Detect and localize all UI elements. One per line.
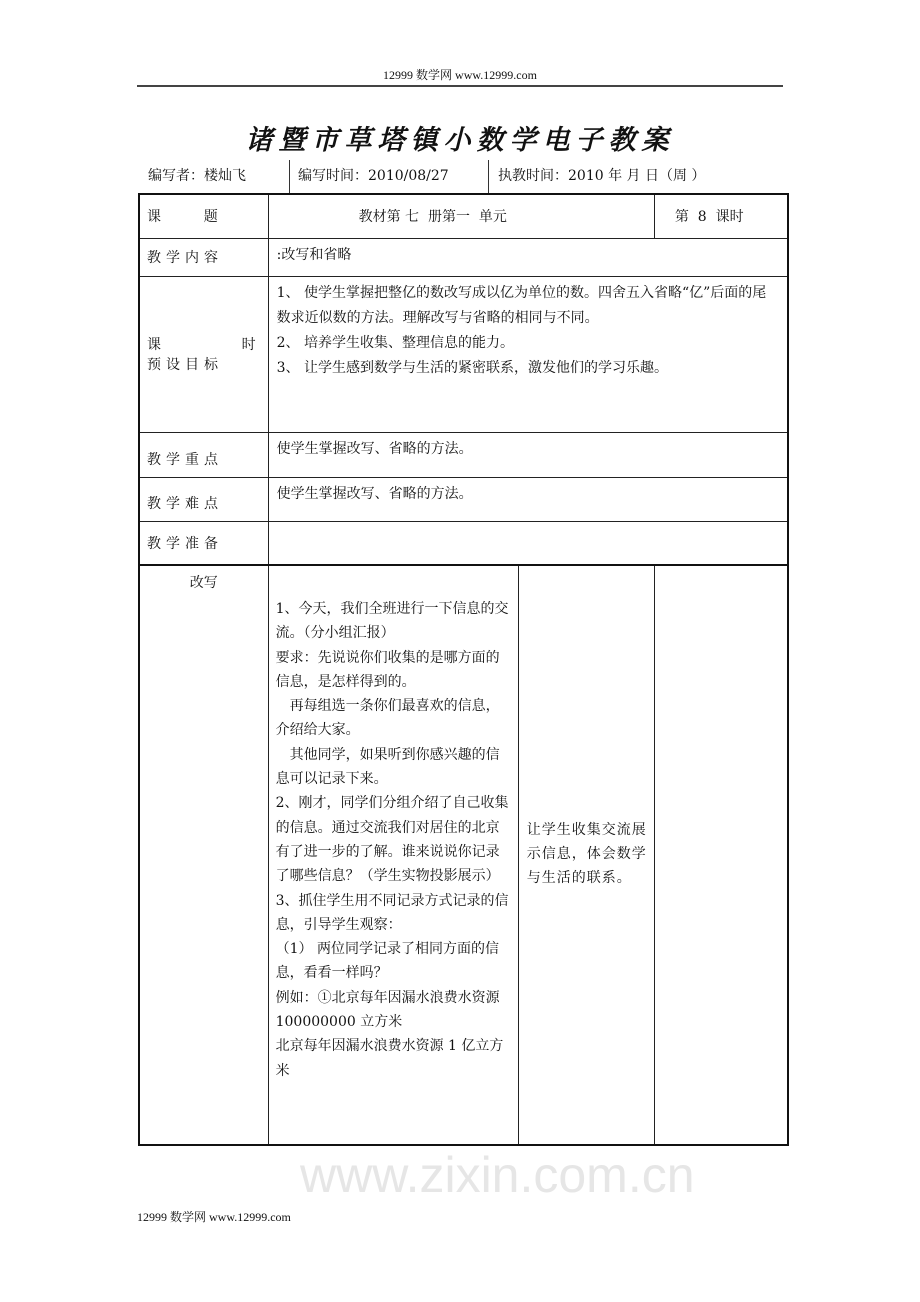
page-footer: 12999 数学网 www.12999.com	[137, 1210, 291, 1224]
design-intent: 让学生收集交流展示信息，体会数学与生活的联系。	[518, 565, 654, 1145]
topic: 教材第 七 册第一 单元	[268, 194, 654, 238]
divider	[289, 160, 290, 193]
goals	[268, 276, 788, 432]
process-line: 3、抓住学生用不同记录方式记录的信息，引导学生观察：	[275, 892, 509, 933]
goal-item: 2、 培养学生收集、整理信息的能力。	[276, 334, 514, 351]
teach-date: 执教时间：2010 年 月 日（周 ）	[498, 168, 706, 184]
prep-label: 教学准备	[139, 521, 268, 565]
goal-label-line2: 预设目标	[147, 357, 223, 373]
written-date: 编写时间：2010/08/27	[298, 168, 449, 184]
lesson-table	[138, 193, 789, 1146]
process-line: 北京每年因漏水浪费水资源 1 亿立方米	[275, 1038, 504, 1079]
difficulty-label: 教学难点	[139, 477, 268, 521]
page-header: 12999 数学网 www.12999.com	[383, 68, 537, 82]
process-line: 2、刚才，同学们分组介绍了自己收集的信息。通过交流我们对居住的北京有了进一步的了解。谁来说说你记录了哪些信息？（学生实物投影展示）	[275, 795, 509, 885]
lesson-process	[268, 565, 518, 1145]
process-line: 再每组选一条你们最喜欢的信息，介绍给大家。	[275, 698, 500, 739]
goal-item: 3、 让学生感到数学与生活的紧密联系，激发他们的学习乐趣。	[276, 359, 668, 376]
preparation	[268, 521, 788, 565]
lesson-number: 第 8 课时	[654, 194, 788, 238]
goal-item: 1、 使学生掌握把整亿的数改写成以亿为单位的数。四舍五入省略“亿”后面的尾数求近似数的方法。理解改写与省略的相同与不同。	[276, 284, 767, 326]
divider	[488, 160, 489, 193]
notes-cell	[654, 565, 788, 1145]
section-label: 改写	[139, 565, 268, 1145]
author: 编写者：楼灿飞	[148, 168, 246, 184]
process-line: 例如：①北京每年因漏水浪费水资源 100000000 立方米	[275, 989, 500, 1031]
topic-label: 课 题	[139, 194, 268, 238]
process-line: （1） 两位同学记录了相同方面的信息，看看一样吗？	[275, 941, 499, 982]
process-line: 1、今天，我们全班进行一下信息的交流。（分小组汇报）	[275, 601, 509, 642]
content: :改写和省略	[268, 238, 788, 276]
goal-label-line1: 课 时	[147, 337, 261, 353]
watermark: www.zixin.com.cn	[300, 1147, 695, 1203]
key-points: 使学生掌握改写、省略的方法。	[268, 432, 788, 477]
header-rule	[137, 85, 783, 87]
goal-label	[139, 276, 268, 432]
process-line: 其他同学，如果听到你感兴趣的信息可以记录下来。	[275, 746, 500, 788]
key-label: 教学重点	[139, 432, 268, 477]
difficulty: 使学生掌握改写、省略的方法。	[268, 477, 788, 521]
document-title: 诸暨市草塔镇小数学电子教案	[245, 125, 675, 156]
process-line: 要求：先说说你们收集的是哪方面的信息，是怎样得到的。	[275, 649, 500, 690]
content-label: 教学内容	[139, 238, 268, 276]
